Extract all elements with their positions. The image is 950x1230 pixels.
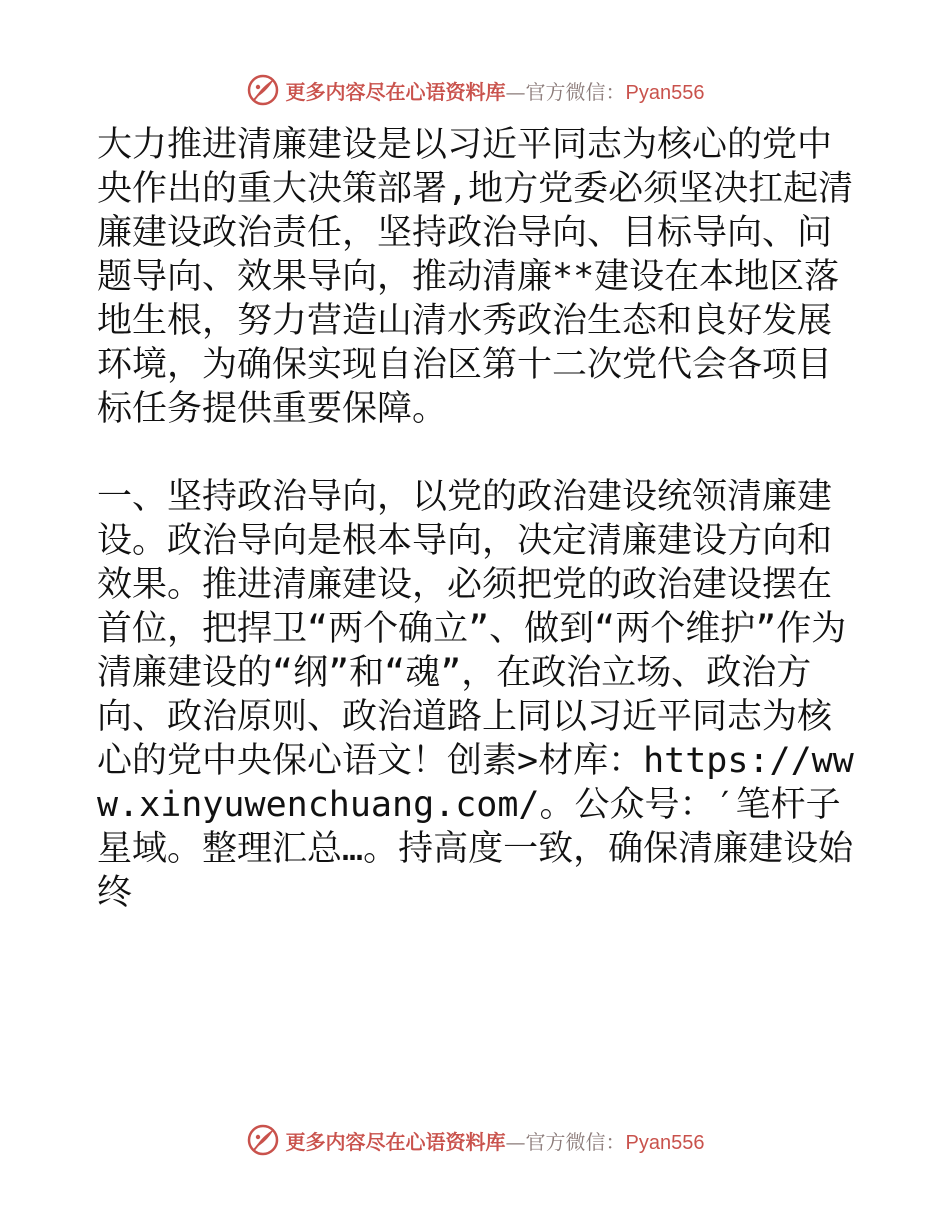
banner-wechat-id: Pyan556: [625, 81, 705, 104]
feather-pen-logo-icon: [246, 1123, 280, 1157]
banner-separator: —: [505, 79, 526, 104]
banner-official-label: 官方微信：: [525, 79, 626, 104]
paragraph-intro: 大力推进清廉建设是以习近平同志为核心的党中央作出的重大决策部署,地方党委必须坚决扛起清廉建设政治责任，坚持政治导向、目标导向、问题导向、效果导向，推动清廉**建设在本地区落地生根，努力营造山清水秀政治生态和良好发展环境，为确保实现自治区第十二次党代会各项目标任务提供重要保障。: [97, 125, 854, 429]
banner-separator: —: [505, 1129, 526, 1154]
paragraph-section-one: 一、坚持政治导向，以党的政治建设统领清廉建设。政治导向是根本导向，决定清廉建设方向和效果。推进清廉建设，必须把党的政治建设摆在首位，把捍卫“两个确立”、做到“两个维护”作为清廉建设的“纲”和“魂”，在政治立场、政治方向、政治原则、政治道路上同以习近平同志为核心的党中央保心语文！创素>材库：https://www.xinyuwenchuang.com/。公众号：′笔杆子星域。整理汇总…。持高度一致，确保清廉建设始终: [97, 477, 854, 913]
footer-watermark-banner: [0, 1120, 950, 1160]
banner-wechat-id: Pyan556: [625, 1131, 705, 1154]
banner-main-text: 更多内容尽在心语资料库: [285, 79, 506, 104]
header-watermark-banner: [0, 70, 950, 110]
document-body: [97, 123, 857, 915]
banner-official-label: 官方微信：: [525, 1129, 626, 1154]
banner-main-text: 更多内容尽在心语资料库: [285, 1129, 506, 1154]
feather-pen-logo-icon: [246, 73, 280, 107]
